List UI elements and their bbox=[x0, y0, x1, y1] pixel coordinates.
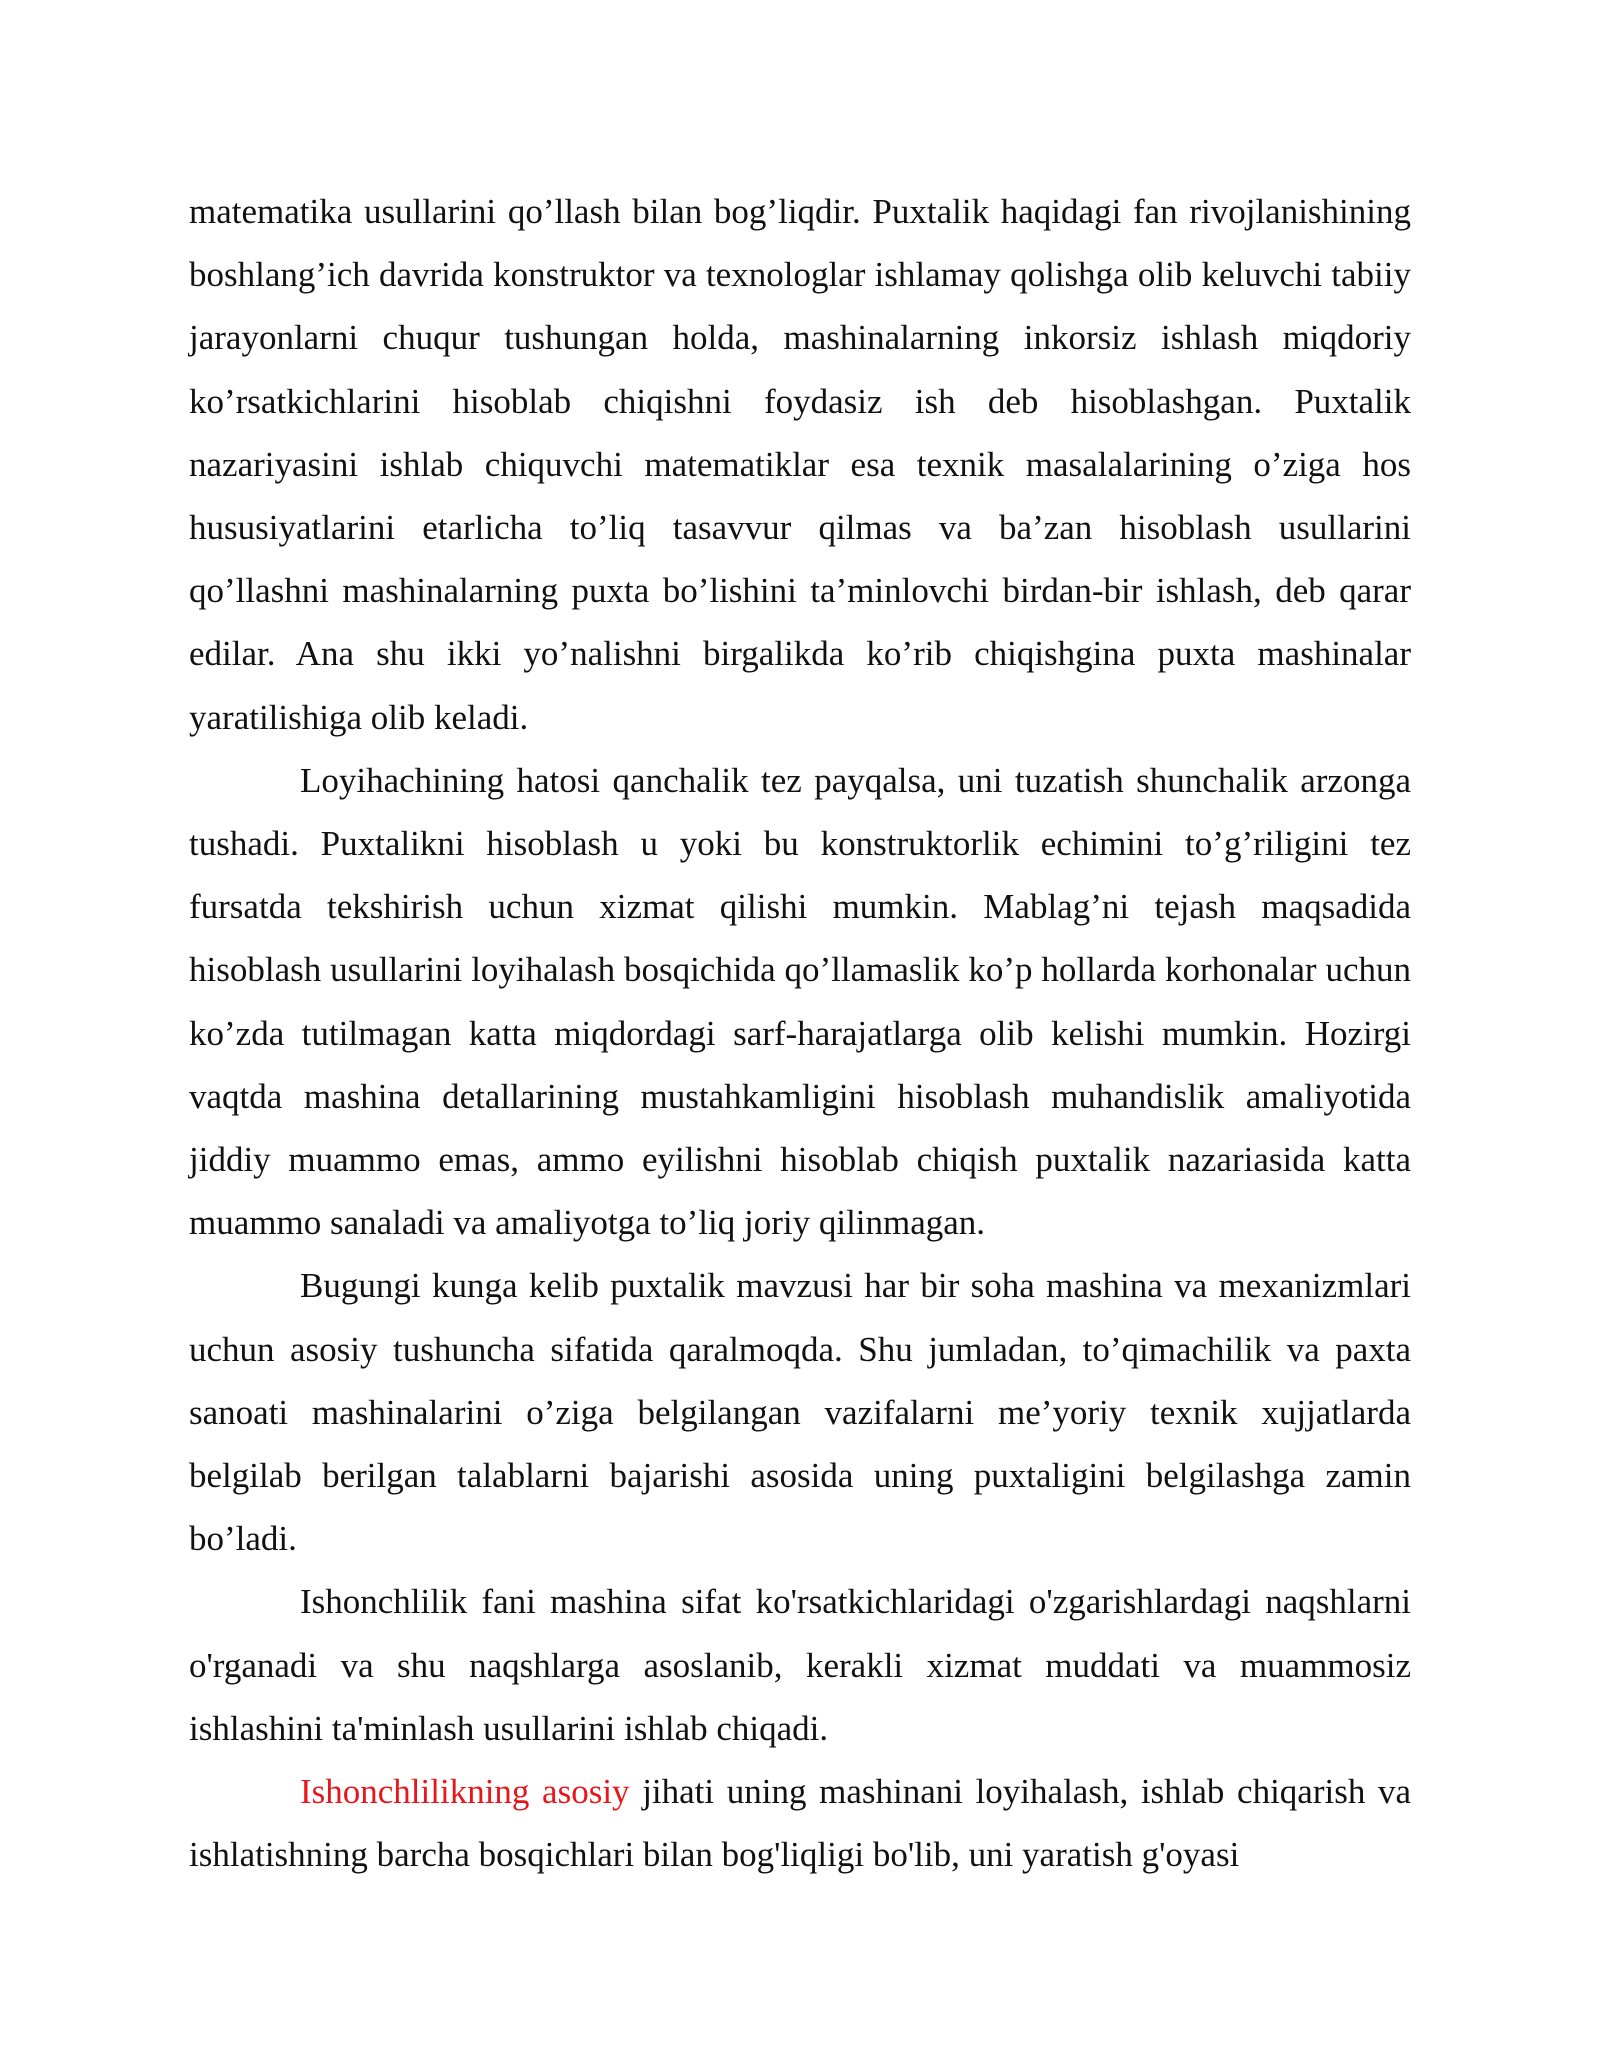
paragraph-5-text: jihati uning mashinani loyihalash, ishlab chiqarish va ishlatishning barcha bosqichlari bilan bog'liqligi bo'lib, uni yaratish g'oyasi bbox=[189, 1772, 1411, 1875]
document-body bbox=[189, 180, 1411, 1886]
highlighted-phrase: Ishonchlilikning asosiy bbox=[300, 1772, 630, 1812]
paragraph-5 bbox=[189, 1760, 1411, 1886]
paragraph-3-text: Bugungi kunga kelib puxtalik mavzusi har bir soha mashina va mexanizmlari uchun asosiy tushuncha sifatida qaralmoqda. Shu jumladan, to’qimachilik va paxta sanoati mashinalarini o’ziga belgilangan vazifalarni me’yoriy texnik xujjatlarda belgilab berilgan talablarni bajarishi asosida uning puxtaligini belgilashga zamin bo’ladi. bbox=[189, 1266, 1411, 1559]
paragraph-2-text: Loyihachining hatosi qanchalik tez payqalsa, uni tuzatish shunchalik arzonga tushadi. Puxtalikni hisoblash u yoki bu konstruktorlik echimini to’g’riligini tez fursatda tekshirish uchun xizmat qilishi mumkin. Mablag’ni tejash maqsadida hisoblash usullarini loyihalash bosqichida qo’llamaslik ko’p hollarda korhonalar uchun ko’zda tutilmagan katta miqdordagi sarf-harajatlarga olib kelishi mumkin. Hozirgi vaqtda mashina detallarining mustahkamligini hisoblash muhandislik amaliyotida jiddiy muammo emas, ammo eyilishni hisoblab chiqish puxtalik nazariasida katta muammo sanaladi va amaliyotga to’liq joriy qilinmagan. bbox=[189, 760, 1411, 1243]
paragraph-1-text: matematika usullarini qo’llash bilan bog’liqdir. Puxtalik haqidagi fan rivojlanishining boshlang’ich davrida konstruktor va texnologlar ishlamay qolishga olib keluvchi tabiiy jarayonlarni chuqur tushungan holda, mashinalarning inkorsiz ishlash miqdoriy ko’rsatkichlarini hisoblab chiqishni foydasiz ish deb hisoblashgan. Puxtalik nazariyasini ishlab chiquvchi matematiklar esa texnik masalalarining o’ziga hos hususiyatlarini etarlicha to’liq tasavvur qilmas va ba’zan hisoblash usullarini qo’llashni mashinalarning puxta bo’lishini ta’minlovchi birdan-bir ishlash, deb qarar edilar. Ana shu ikki yo’nalishni birgalikda ko’rib chiqishgina puxta mashinalar yaratilishiga olib keladi. bbox=[189, 192, 1411, 737]
paragraph-1 bbox=[189, 180, 1411, 749]
paragraph-2 bbox=[189, 749, 1411, 1255]
paragraph-4-text: Ishonchlilik fani mashina sifat ko'rsatkichlaridagi o'zgarishlardagi naqshlarni o'rganadi va shu naqshlarga asoslanib, kerakli xizmat muddati va muammosiz ishlashini ta'minlash usullarini ishlab chiqadi. bbox=[189, 1582, 1411, 1748]
paragraph-4 bbox=[189, 1570, 1411, 1760]
paragraph-3 bbox=[189, 1254, 1411, 1570]
